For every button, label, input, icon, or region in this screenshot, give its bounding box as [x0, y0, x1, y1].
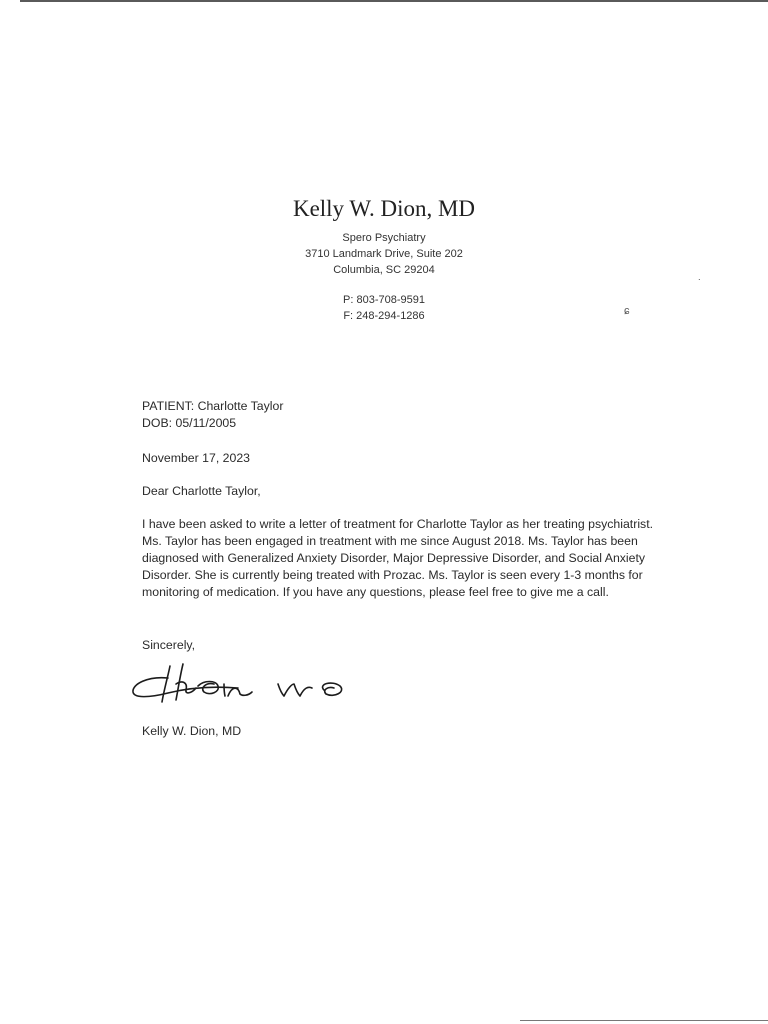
- body-line: I have been asked to write a letter of treatment for Charlotte Taylor as her treating psychiatrist.: [142, 517, 654, 531]
- letter-date: November 17, 2023: [142, 451, 251, 465]
- patient-block: [142, 398, 662, 432]
- body-line: Disorder. She is currently being treated with Prozac. Ms. Taylor is seen every 1-3 months for: [142, 568, 643, 582]
- letterhead: [0, 196, 768, 324]
- doctor-name: Kelly W. Dion, MD: [292, 196, 476, 221]
- fax-number: F: 248-294-1286: [343, 310, 425, 322]
- practice-name: Spero Psychiatry: [342, 232, 426, 244]
- signature-name: Kelly W. Dion, MD: [142, 724, 242, 738]
- scan-edge-top: [20, 0, 768, 2]
- body-line: diagnosed with Generalized Anxiety Disorder, Major Depressive Disorder, and Social Anxiety: [142, 551, 646, 565]
- patient-name: PATIENT: Charlotte Taylor: [142, 399, 284, 413]
- closing: Sincerely,: [142, 638, 196, 652]
- body-line: monitoring of medication. If you have any questions, please feel free to give me a call.: [142, 585, 609, 599]
- handwritten-signature: [128, 660, 368, 710]
- phone-number: P: 803-708-9591: [343, 294, 425, 306]
- address-line-2: Columbia, SC 29204: [333, 264, 435, 276]
- scan-edge-bottom: [520, 1020, 768, 1021]
- body-line: Ms. Taylor has been engaged in treatment with me since August 2018. Ms. Taylor has been: [142, 534, 638, 548]
- scan-speck-mark: ɕ: [624, 305, 630, 317]
- address-line-1: 3710 Landmark Drive, Suite 202: [305, 248, 463, 260]
- letter-body: [142, 516, 662, 601]
- salutation: Dear Charlotte Taylor,: [142, 484, 261, 498]
- scan-speck-mark: ˙: [698, 278, 702, 290]
- patient-dob: DOB: 05/11/2005: [142, 416, 237, 430]
